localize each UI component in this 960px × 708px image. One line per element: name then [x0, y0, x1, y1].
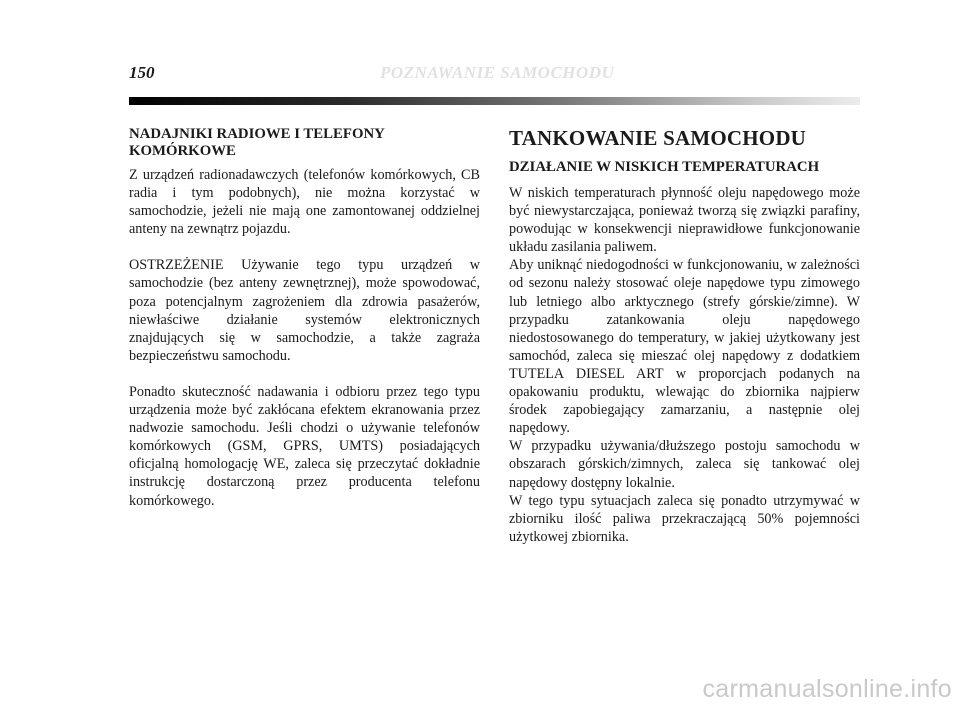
radio-paragraph-1: Z urządzeń radionadawczych (telefonów komórkowych, CB radia i tym podobnych), nie można korzystać w samochodzie, jeżeli nie mają one zamontowanej oddzielnej anteny na zewnątrz pojazdu.: [129, 167, 480, 238]
right-column: [509, 126, 860, 546]
low-temperature-heading: DZIAŁANIE W NISKICH TEMPERATURACH: [509, 159, 820, 175]
watermark-text: carmanualsonline.info: [702, 675, 952, 703]
refuelling-title: TANKOWANIE SAMOCHODU: [509, 126, 807, 150]
header-divider-bar: [129, 97, 860, 105]
radio-warning-paragraph: OSTRZEŻENIE Używanie tego typu urządzeń w samochodzie (bez anteny zewnętrznej), może spowodować, poza potencjalnym zagrożeniem dla zdrowia pasażerów, niewłaściwe działanie systemów elektronicznych znajdujących się w samochodzie, a także zagraża bezpieczeństwu samochodu.: [129, 257, 480, 364]
page-number: 150: [129, 63, 155, 82]
radio-paragraph-3: Ponadto skuteczność nadawania i odbioru przez tego typu urządzenia może być zakłócana efektem ekranowania przez nadwozie samochodu. Jeśli chodzi o używanie telefonów komórkowych (GSM, GPRS, UMTS) posiadających oficjalną homologację WE, zaleca się przeczytać dokładnie instrukcję dostarczoną przez producenta telefonu komórkowego.: [129, 383, 480, 509]
fuel-paragraph-1: W niskich temperaturach płynność oleju napędowego może być niewystarczająca, ponieważ tworzą się związki parafiny, powodując w konsekwencji nieprawidłowe funkcjonowanie układu zasilania paliwem.: [509, 185, 860, 256]
fuel-paragraph-3: W przypadku używania/dłuższego postoju samochodu w obszarach górskich/zimnych, zaleca się tankować olej napędowy dostępny lokalnie.: [509, 438, 860, 491]
fuel-paragraph-2: Aby uniknąć niedogodności w funkcjonowaniu, w zależności od sezonu należy stosować oleje napędowe typu zimowego lub letniego albo arktycznego (strefy górskie/zimne). W przypadku zatankowania oleju napędowego niedostosowanego do temperatury, w jakiej użytkowany jest samochód, zaleca się mieszać olej napędowy z dodatkiem TUTELA DIESEL ART w proporcjach podanych na opakowaniu produktu, wlewając do zbiornika najpierw środek zapobiegający zamarzaniu, a następnie olej napędowy.: [509, 257, 860, 437]
section-title: POZNAWANIE SAMOCHODU: [380, 63, 615, 82]
fuel-paragraph-4: W tego typu sytuacjach zaleca się ponadto utrzymywać w zbiorniku ilość paliwa przekraczającą 50% pojemności użytkowej zbiornika.: [509, 492, 860, 545]
radio-transmitters-heading: NADAJNIKI RADIOWE I TELEFONY KOMÓRKOWE: [129, 126, 385, 159]
left-column: [129, 126, 480, 528]
